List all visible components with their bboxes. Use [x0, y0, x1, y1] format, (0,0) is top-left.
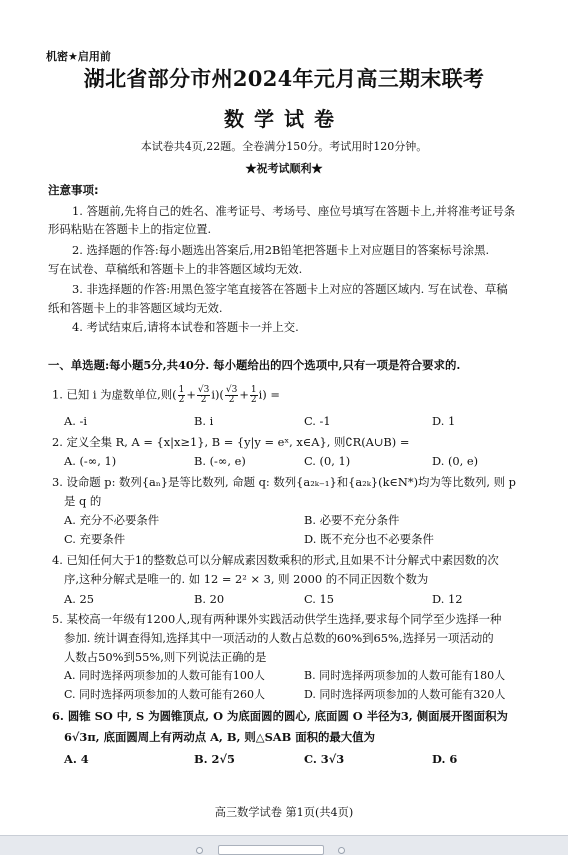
fraction: $\frac{√3}{2}$ — [225, 385, 238, 405]
question-5-stem-cont: 参加. 统计调查得知,选择其中一项活动的人数占总数的60%到65%,选择另一项活动的 — [64, 631, 494, 645]
option-b: B. 20 — [194, 592, 225, 606]
note-line: 形码粘贴在答题卡上的指定位置. — [48, 222, 212, 236]
page-footer: 高三数学试卷 第1页(共4页) — [214, 806, 354, 819]
option-d: D. 既不充分也不必要条件 — [304, 532, 434, 546]
option-d: D. (0, e) — [432, 454, 479, 468]
note-line: 3. 非选择题的作答:用黑色签字笔直接答在答题卡上对应的答题区域内. 写在试卷、草稿 — [72, 282, 508, 296]
question-3-stem: 3. 设命题 p: 数列{aₙ}是等比数列, 命题 q: 数列{a₂ₖ₋₁}和{a₂ₖ}(k∈N*)均为等比数列, 则 p — [52, 475, 516, 489]
note-line: 写在试卷、草稿纸和答题卡上的非答题区域均无效. — [48, 262, 303, 276]
question-2-stem: 2. 定义全集 R, A = {x|x≥1}, B = {y|y = eˣ, x∈A}, 则∁R(A∪B) = — [52, 435, 410, 449]
question-4-stem-cont: 序,这种分解式是唯一的. 如 12 = 2² × 3, 则 2000 的不同正因数个数为 — [64, 572, 429, 586]
option-a: A. -i — [64, 414, 87, 428]
question-4-stem: 4. 已知任何大于1的整数总可以分解成素因数乘积的形式,且如果不计分解式中素因数的次 — [52, 553, 499, 567]
good-luck-line: ★祝考试顺利★ — [245, 162, 323, 175]
option-a: A. (-∞, 1) — [64, 454, 117, 468]
option-a: A. 25 — [64, 592, 94, 606]
option-b: B. 同时选择两项参加的人数可能有180人 — [304, 669, 506, 682]
option-d: D. 12 — [432, 592, 463, 606]
option-c: C. 同时选择两项参加的人数可能有260人 — [64, 688, 266, 701]
option-c: C. -1 — [304, 414, 331, 428]
question-5-stem: 5. 某校高一年级有1200人,现有两种课外实践活动供学生选择,要求每个同学至少选择一种 — [52, 612, 502, 626]
option-d: D. 1 — [432, 414, 456, 428]
option-a: A. 同时选择两项参加的人数可能有100人 — [64, 669, 265, 682]
option-a: A. 4 — [64, 752, 89, 766]
option-a: A. 充分不必要条件 — [64, 513, 160, 527]
option-b: B. i — [194, 414, 214, 428]
exam-subject: 数学试卷 — [224, 107, 344, 131]
option-d: D. 6 — [432, 752, 458, 766]
notes-heading: 注意事项: — [48, 183, 99, 197]
question-5-stem-cont: 人数占50%到55%,则下列说法正确的是 — [64, 650, 267, 664]
question-1-stem: 1. 已知 i 为虚数单位,则( $\frac{1}{2}$ + $\frac{√3}{2}$ i)( $\frac{√3}{2}$ + $\frac{1}{2}$ i) = — [52, 385, 280, 405]
question-3-stem-cont: 是 q 的 — [64, 494, 102, 508]
question-6-stem: 6. 圆锥 SO 中, S 为圆锥顶点, O 为底面圆的圆心, 底面圆 O 半径为3, 侧面展开图面积为 — [52, 709, 508, 723]
option-b: B. (-∞, e) — [194, 454, 246, 468]
note-line: 纸和答题卡上的非答题区域均无效. — [48, 301, 223, 315]
fraction: $\frac{√3}{2}$ — [197, 385, 210, 405]
fraction: $\frac{1}{2}$ — [178, 385, 185, 405]
next-page-icon[interactable] — [338, 847, 345, 854]
question-6-stem-cont: 6√3π, 底面圆周上有两动点 A, B, 则△SAB 面积的最大值为 — [64, 730, 375, 744]
section-heading: 一、单选题:每小题5分,共40分. 每小题给出的四个选项中,只有一项是符合要求的. — [48, 358, 461, 372]
option-c: C. 3√3 — [304, 752, 345, 766]
page-indicator[interactable] — [218, 845, 324, 855]
option-c: C. (0, 1) — [304, 454, 351, 468]
note-line: 1. 答题前,先将自己的姓名、准考证号、考场号、座位号填写在答题卡上,并将准考证号条 — [72, 204, 516, 218]
exam-info: 本试卷共4页,22题。全卷满分150分。考试用时120分钟。 — [140, 140, 428, 153]
note-line: 2. 选择题的作答:每小题选出答案后,用2B铅笔把答题卡上对应题目的答案标号涂黑. — [72, 243, 490, 257]
exam-title: 湖北省部分市州2024年元月高三期末联考 — [83, 66, 485, 91]
confidential-mark: 机密★启用前 — [46, 50, 111, 63]
option-b: B. 必要不充分条件 — [304, 513, 400, 527]
option-c: C. 15 — [304, 592, 335, 606]
option-d: D. 同时选择两项参加的人数可能有320人 — [304, 688, 506, 701]
viewer-toolbar — [0, 835, 568, 853]
fraction: $\frac{1}{2}$ — [250, 385, 257, 405]
option-c: C. 充要条件 — [64, 532, 126, 546]
note-line: 4. 考试结束后,请将本试卷和答题卡一并上交. — [72, 320, 299, 334]
option-b: B. 2√5 — [194, 752, 235, 766]
prev-page-icon[interactable] — [196, 847, 203, 854]
